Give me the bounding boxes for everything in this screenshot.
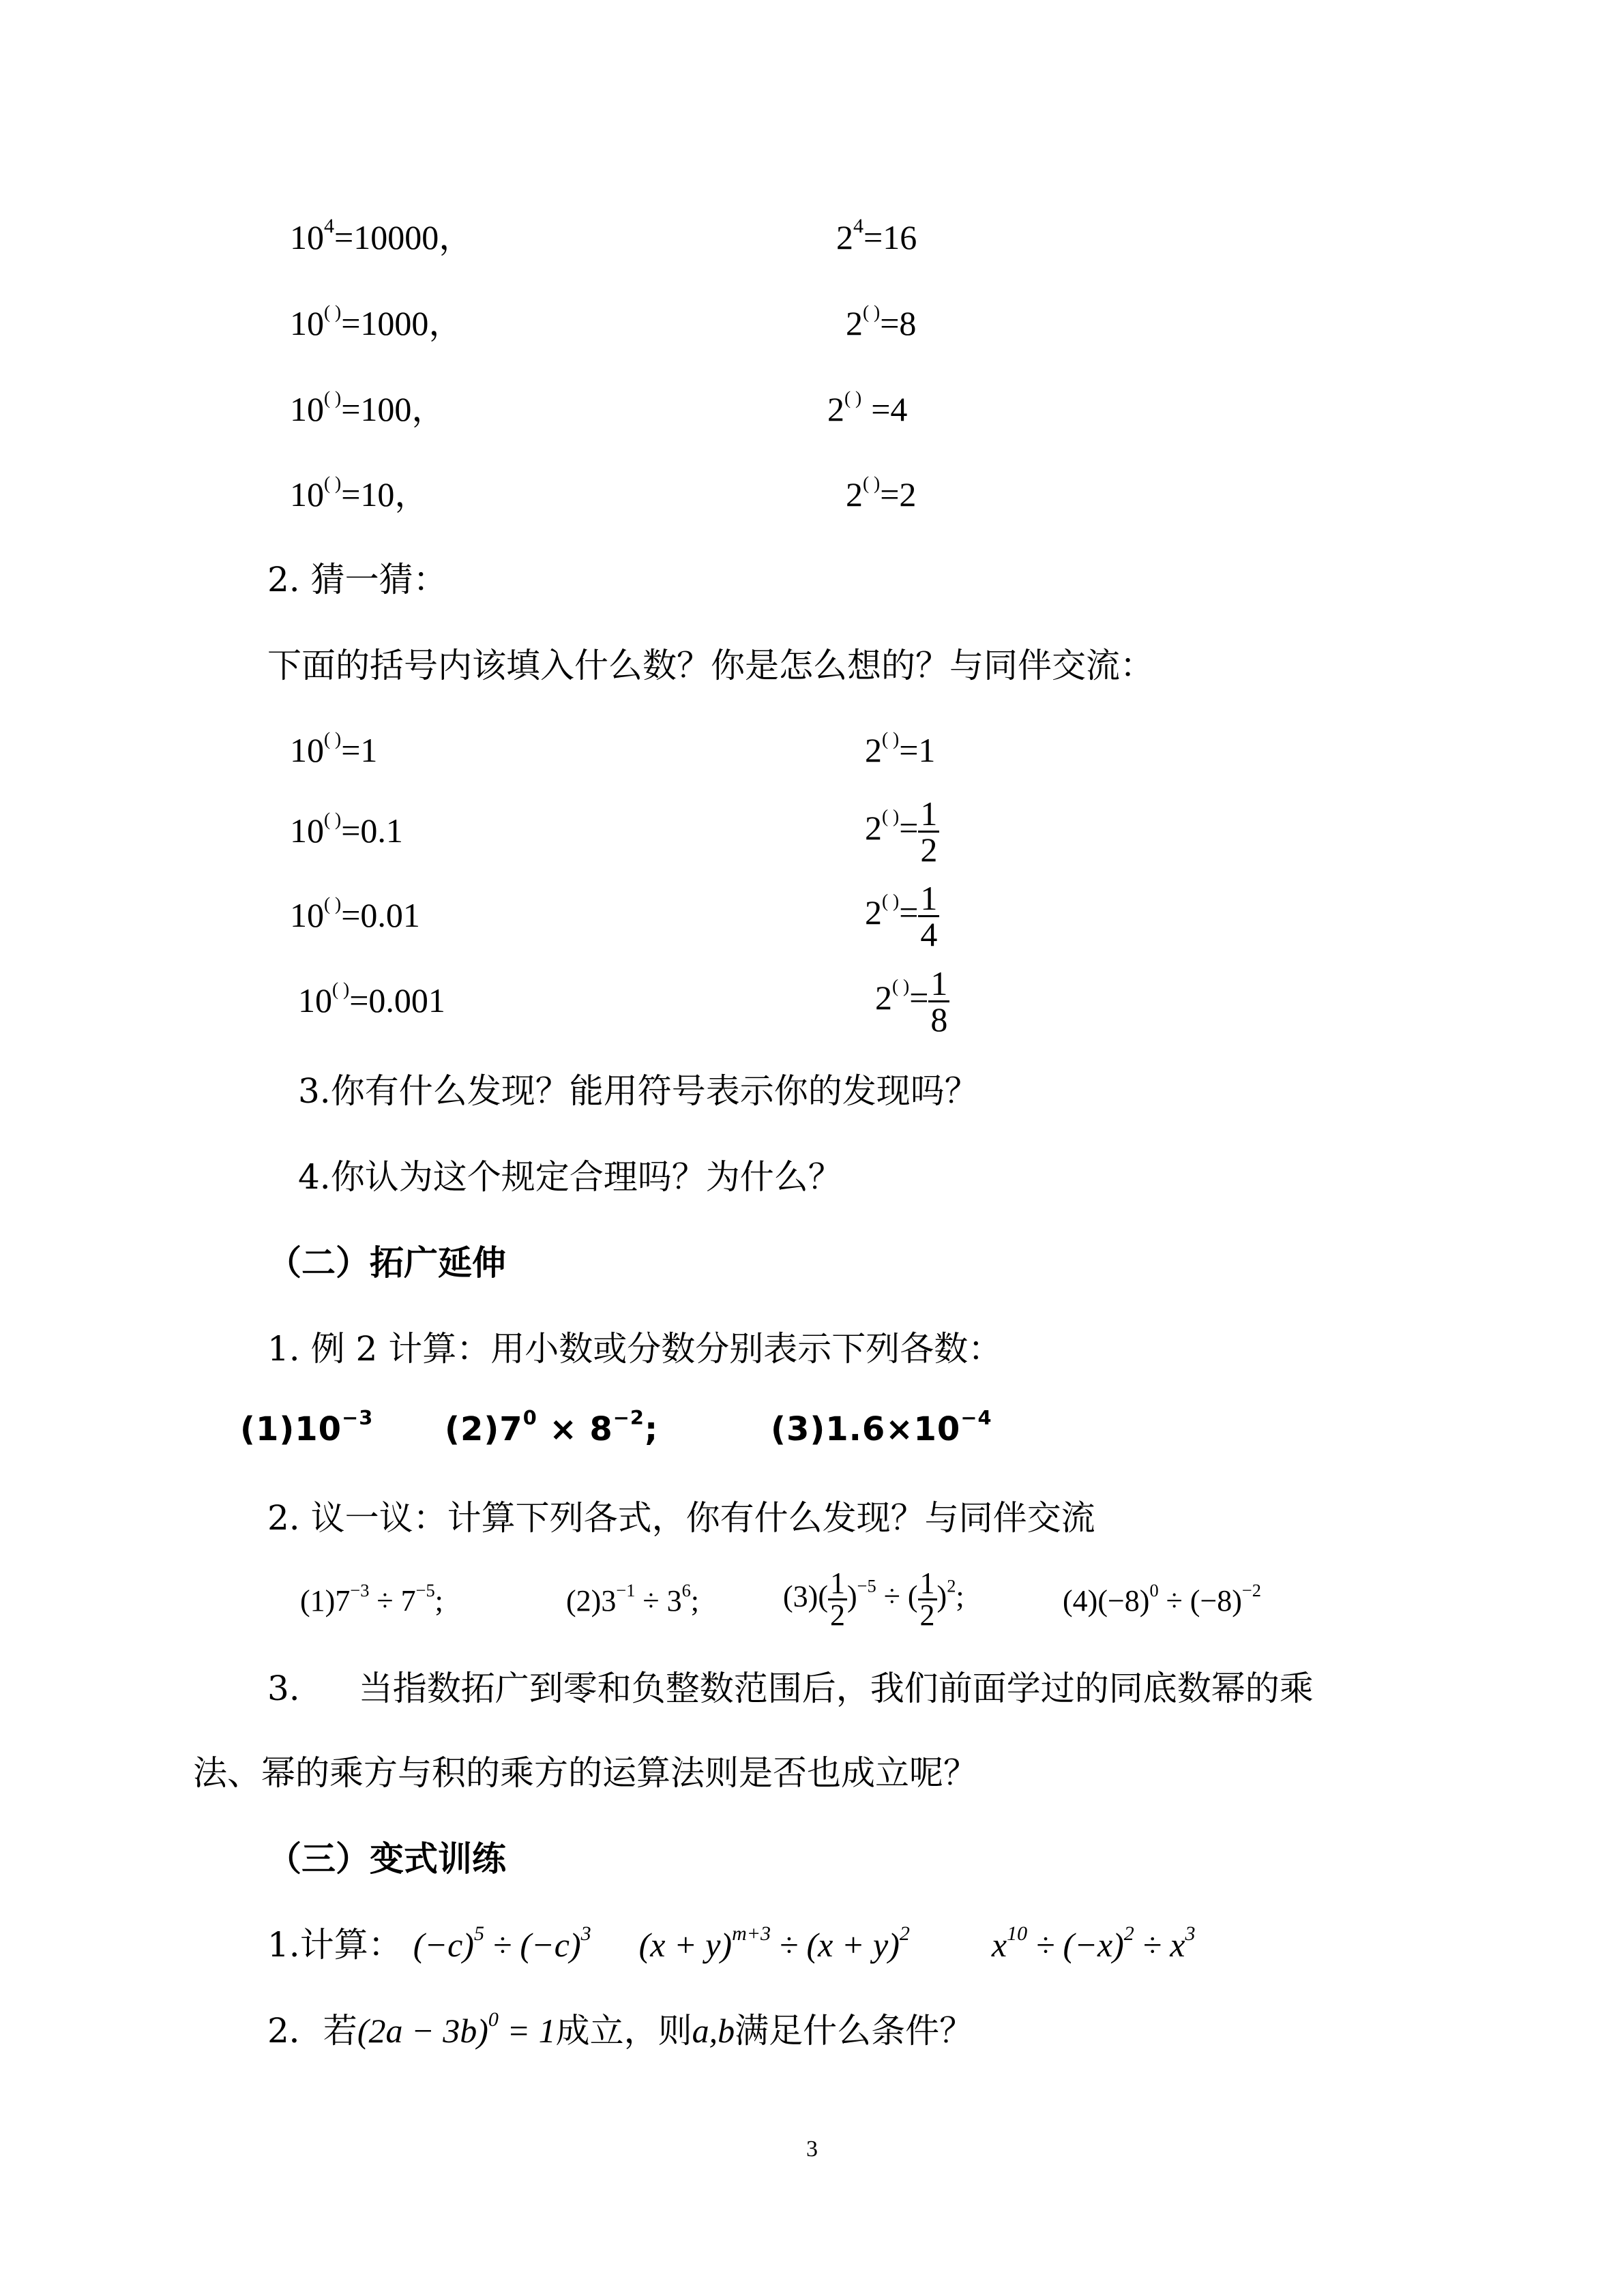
discuss-line: 2. 议一议：计算下列各式，你有什么发现？与同伴交流 [267, 1498, 1095, 1538]
eq2-right-1: 2( )=1 [865, 728, 936, 769]
eq2-left-3: 10( )=0.01 [290, 893, 420, 934]
page-number: 3 [806, 2136, 818, 2162]
discuss-expr-1: $(1)7^{-3} \div 7^{-5}$; [300, 1579, 443, 1617]
question-3-extended-cont: 法、幂的乘方与积的乘方的运算法则是否也成立呢？ [193, 1753, 977, 1793]
eq2-left-1: 10( )=1 [290, 728, 378, 769]
eq-right-2: 2( )=8 [846, 301, 917, 342]
example-expr-1: $(1)10^{-3}$ [240, 1405, 374, 1448]
condition-vars: a,b [692, 2012, 735, 2050]
example-line: 1. 例 2 计算：用小数或分数分别表示下列各数： [267, 1329, 1003, 1369]
example-expr-2: $(2)7^0 \times 8^{-2}$; [445, 1405, 659, 1448]
condition-expr: $(2a - 3b)^0 = 1$ [357, 2008, 556, 2050]
eq-right-4: 2( )=2 [846, 472, 917, 513]
fraction: $\frac{1}{4}$ [918, 881, 939, 951]
eq2-right-4: 2( )= $\frac{1}{8}$ [875, 966, 949, 1037]
section-heading-2: （二）拓广延伸 [267, 1242, 506, 1283]
question-3: 3.你有什么发现？能用符号表示你的发现吗？ [298, 1071, 979, 1111]
discuss-expr-2: $(2)3^{-1} \div 3^6$; [566, 1579, 699, 1617]
calc-line: 1.计算： $(-c)^5 \div (-c)^3$ $(x + y)^{m+3} \div (x + y)^2$ $x^{10} \div (-x)^2 \div x^3$ [267, 1922, 1196, 1965]
eq2-left-4: 10( )=0.001 [298, 978, 445, 1019]
eq2-right-2: 2( )= $\frac{1}{2}$ [865, 796, 939, 867]
eq-left-4: 10( )=10， [290, 472, 429, 513]
calc-expr-1: $(-c)^5 \div (-c)^3$ [413, 1922, 591, 1964]
example-expr-3: $(3)1.6\times 10^{-4}$ [771, 1405, 992, 1448]
eq-left-2: 10( )=1000， [290, 301, 463, 342]
condition-line: 2．若$(2a - 3b)^0 = 1$成立，则a,b满足什么条件？ [267, 2008, 974, 2051]
discuss-expr-3: (3)( $\frac{1}{2}$ )$^{-5}$ ÷ ( $\frac{1}{2}$ )$^2$; [783, 1566, 964, 1632]
fraction: $\frac{1}{2}$ [918, 796, 939, 867]
eq-right-1: $2^4=16$ [836, 215, 917, 256]
section-heading-3: （三）变式训练 [267, 1838, 506, 1879]
fraction: $\frac{1}{8}$ [928, 966, 949, 1037]
eq-left-1: $10^4=10000$， [290, 215, 473, 256]
eq2-left-2: 10( )=0.1 [290, 808, 403, 850]
eq2-right-3: 2( )= $\frac{1}{4}$ [865, 881, 939, 951]
fraction: $\frac{1}{2}$ [828, 1568, 847, 1630]
guess-heading: 2. 猜一猜： [267, 560, 447, 599]
calc-expr-2: $(x + y)^{m+3} \div (x + y)^2$ [638, 1922, 910, 1964]
question-4: 4.你认为这个规定合理吗？为什么？ [298, 1157, 842, 1197]
eq-right-3: 2( ) =4 [827, 387, 908, 428]
guess-prompt: 下面的括号内该填入什么数？你是怎么想的？与同伴交流： [267, 646, 1154, 685]
question-3-extended: 3. 当指数拓广到零和负整数范围后，我们前面学过的同底数幂的乘 [267, 1669, 1314, 1708]
fraction: $\frac{1}{2}$ [918, 1568, 937, 1630]
discuss-expr-4: $(4)(-8)^0 \div (-8)^{-2}$ [1063, 1579, 1262, 1617]
calc-expr-3: $x^{10} \div (-x)^2 \div x^3$ [991, 1922, 1196, 1964]
eq-left-3: 10( )=100， [290, 387, 446, 428]
